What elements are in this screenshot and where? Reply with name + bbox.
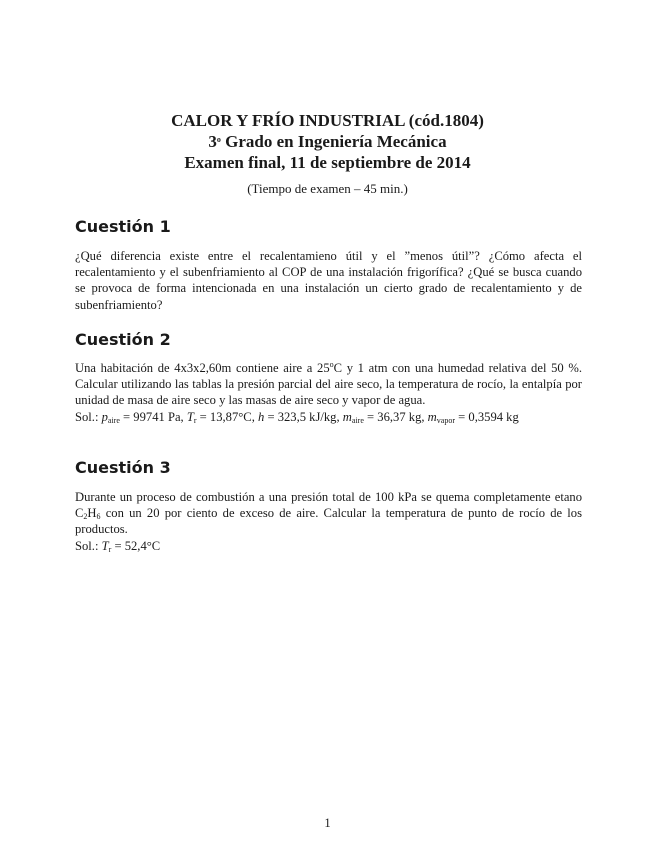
value-p: = 99741 Pa,: [119, 409, 187, 424]
symbol-t: T: [186, 409, 194, 424]
course-title: CALOR Y FRÍO INDUSTRIAL (cód.1804): [171, 111, 484, 130]
subscript-c2: 2: [83, 512, 88, 522]
degree-name: Grado en Ingeniería Mecánica: [220, 132, 447, 151]
question-2-text: [75, 360, 582, 409]
question-2-text-b: C y 1 atm con una humedad relativa del 50 %. Calcular utilizando las tablas la presión parcial del aire seco, la temperatura de rocío, la entalpía por unidad de masa de aire seco y las masas de aire seco y vapor de agua.: [75, 361, 582, 408]
exam-title: Examen final, 11 de septiembre de 2014: [184, 153, 471, 172]
subscript-aire-mass: aire: [351, 415, 364, 425]
question-2-text-a: Una habitación de 4x3x2,60m contiene aire a 25: [75, 361, 330, 375]
solution-label: Sol.:: [75, 409, 102, 424]
symbol-h: h: [258, 409, 265, 424]
question-1-text: ¿Qué diferencia existe entre el recalentamieno útil y el ”menos útil”? ¿Cómo afecta el recalentamiento y el subenfriamiento al COP de una instalación frigorífica? ¿Qué se busca cuando se provoca de forma intencionada en una instalación un cierto grado de recalentamiento y de subenfriamiento?: [75, 249, 582, 312]
degree-line: [0, 131, 655, 152]
symbol-p: p: [101, 409, 108, 424]
subscript-h6: 6: [96, 512, 101, 522]
question-1-title: Cuestión 1: [75, 217, 171, 236]
question-3-text-a: Durante un proceso de combustión a una presión total de 100 kPa se quema completamente etano C: [75, 490, 582, 521]
subscript-r: r: [193, 415, 197, 425]
symbol-m-aire: m: [342, 409, 352, 424]
question-2-body: [75, 360, 582, 425]
degree-year: 3: [208, 132, 217, 151]
subscript-r: r: [108, 544, 112, 554]
solution-label: Sol.:: [75, 538, 102, 553]
degree-sup: o: [329, 360, 334, 369]
symbol-m-vapor: m: [427, 409, 437, 424]
hydrogen-symbol: H: [87, 506, 97, 521]
value-h: = 323,5 kJ/kg,: [264, 409, 343, 424]
subscript-aire: aire: [107, 415, 120, 425]
degree-ordinal: o: [216, 135, 221, 144]
value-t: = 52,4°C: [111, 538, 161, 553]
symbol-t: T: [101, 538, 109, 553]
value-m-aire: = 36,37 kg,: [363, 409, 428, 424]
subscript-vapor: vapor: [436, 415, 455, 425]
question-3-text: [75, 489, 582, 538]
question-2-title: Cuestión 2: [75, 330, 171, 349]
question-3-body: [75, 489, 582, 554]
question-3-title: Cuestión 3: [75, 458, 171, 477]
value-m-vapor: = 0,3594 kg: [455, 409, 519, 424]
question-3-text-b: con un 20 por ciento de exceso de aire. Calcular la temperatura de punto de rocío de los productos.: [75, 506, 582, 537]
value-t: = 13,87°C,: [196, 409, 258, 424]
question-1-body: [75, 248, 582, 313]
question-3-solution: [75, 538, 582, 554]
document-header: [0, 110, 655, 173]
question-2-solution: [75, 409, 582, 425]
exam-time: (Tiempo de examen – 45 min.): [247, 181, 408, 196]
page-number: 1: [324, 816, 331, 830]
